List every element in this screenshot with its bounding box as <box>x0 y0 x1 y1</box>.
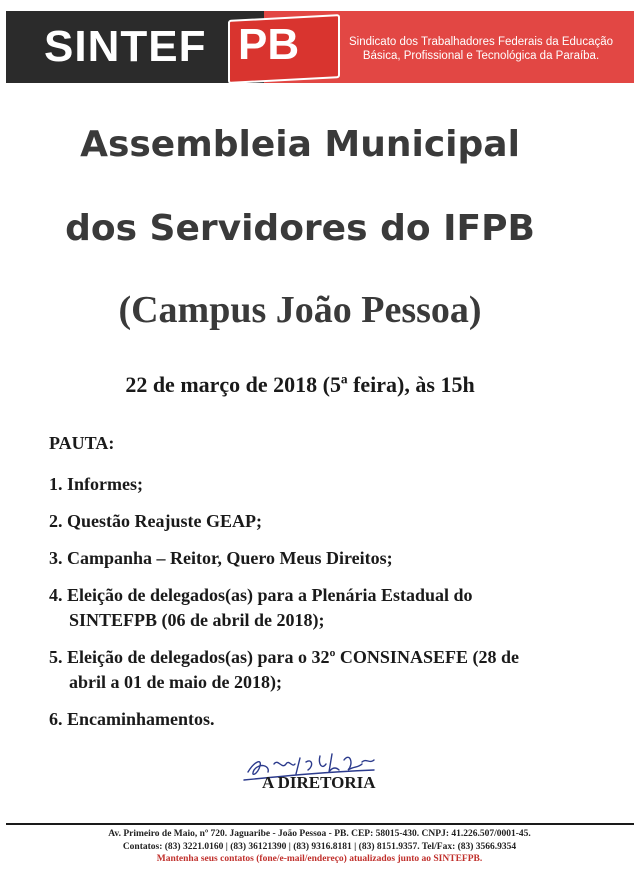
agenda-item: 4. Eleição de delegados(as) para a Plenária Estadual do SINTEFPB (06 de abril de 2018); <box>49 585 473 630</box>
title-line2: dos Servidores do IFPB <box>65 208 535 249</box>
agenda-item: 6. Encaminhamentos. <box>49 709 215 729</box>
footer-contacts: Contatos: (83) 3221.0160 | (83) 36121390 | (83) 9316.8181 | (83) 8151.9357. Tel/Fax: (83) 3566.9354 <box>122 841 517 852</box>
agenda-item: 1. Informes; <box>49 474 143 494</box>
logo-pb-text: PB <box>238 20 300 69</box>
agenda-list <box>49 472 529 744</box>
title-line1: Assembleia Municipal <box>80 124 520 165</box>
footer-address: Av. Primeiro de Maio, nº 720. Jaguaribe - João Pessoa - PB. CEP: 58015-430. CNPJ: 41.226.507/0001-45. <box>108 829 531 839</box>
agenda-item: 5. Eleição de delegados(as) para o 32º CONSINASEFE (28 de abril a 01 de maio de 2018); <box>49 647 519 692</box>
footer-notice: Mantenha seus contatos (fone/e-mail/endereço) atualizados junto ao SINTEFPB. <box>156 854 483 864</box>
footer <box>0 828 639 866</box>
org-name <box>336 35 626 63</box>
org-name-line1: Sindicato dos Trabalhadores Federais da Educação <box>348 36 614 48</box>
signatory: A DIRETORIA <box>262 773 376 792</box>
agenda-item: 2. Questão Reajuste GEAP; <box>49 511 262 531</box>
footer-divider <box>6 823 634 825</box>
event-date: 22 de março de 2018 (5ª feira), às 15h <box>125 372 475 397</box>
logo-sintef-text: SINTEF <box>44 22 207 71</box>
agenda-label: PAUTA: <box>49 433 115 453</box>
org-name-line2: Básica, Profissional e Tecnológica da Paraíba. <box>362 50 600 62</box>
subtitle-campus: (Campus João Pessoa) <box>118 289 482 331</box>
header-banner <box>6 11 634 83</box>
agenda-item: 3. Campanha – Reitor, Quero Meus Direitos; <box>49 548 393 568</box>
